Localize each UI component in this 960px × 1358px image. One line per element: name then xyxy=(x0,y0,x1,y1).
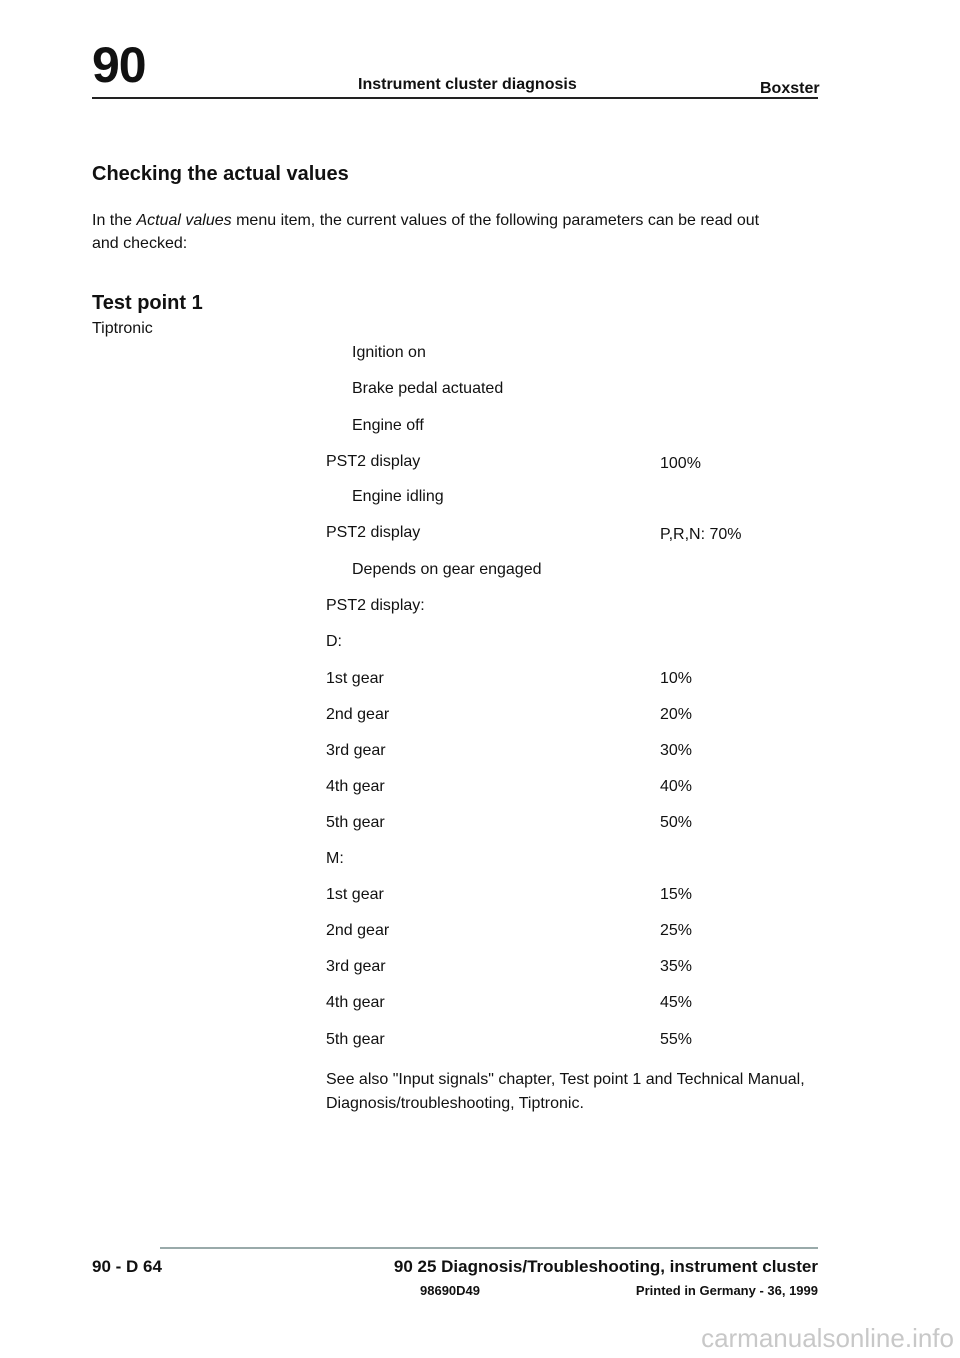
row-label: PST2 display: xyxy=(326,597,425,614)
footer-title: 90 25 Diagnosis/Troubleshooting, instrument cluster xyxy=(393,1257,818,1276)
header-model: Boxster xyxy=(760,80,820,97)
row-label: Brake pedal actuated xyxy=(352,380,504,397)
row-value: 100% xyxy=(660,455,701,472)
row-label: PST2 display xyxy=(326,524,421,541)
intro-menu-item: Actual values xyxy=(136,212,232,229)
row-label: 1st gear xyxy=(326,670,384,687)
row-value: 55% xyxy=(660,1031,693,1048)
watermark: carmanualsonline.info xyxy=(701,1323,954,1353)
row-label: Depends on gear engaged xyxy=(352,561,542,578)
test-point-title: Test point 1 xyxy=(92,292,203,314)
document-number: 98690D49 xyxy=(420,1283,480,1298)
row-label: 2nd gear xyxy=(326,706,390,723)
footnote: See also "Input signals" chapter, Test point 1 and Technical Manual, Diagnosis/troubleshooting, Tiptronic. xyxy=(326,1071,805,1112)
row-label: D: xyxy=(326,633,342,650)
footer-divider xyxy=(160,1247,818,1249)
row-label: Engine idling xyxy=(352,488,444,505)
row-value: 30% xyxy=(660,742,693,759)
row-label: 5th gear xyxy=(326,814,385,831)
intro-suffix: menu item, the current values of the following parameters can be read out and checked: xyxy=(92,212,760,252)
section-title: Checking the actual values xyxy=(92,163,349,185)
row-label: 2nd gear xyxy=(326,922,390,939)
row-label: PST2 display xyxy=(326,453,421,470)
header-divider xyxy=(92,97,818,99)
header-title: Instrument cluster diagnosis xyxy=(358,76,577,93)
chapter-number: 90 xyxy=(92,37,146,93)
row-label: M: xyxy=(326,850,344,867)
intro-prefix: In the xyxy=(92,212,137,229)
row-label: Engine off xyxy=(352,417,424,434)
intro-paragraph xyxy=(92,209,782,255)
row-value: 40% xyxy=(660,778,693,795)
row-value: 25% xyxy=(660,922,693,939)
row-label: Ignition on xyxy=(352,344,426,361)
printed-info: Printed in Germany - 36, 1999 xyxy=(635,1283,818,1298)
row-label: 4th gear xyxy=(326,778,385,795)
test-point-subtitle: Tiptronic xyxy=(92,320,153,337)
row-label: 1st gear xyxy=(326,886,384,903)
row-value: 50% xyxy=(660,814,693,831)
row-value: 45% xyxy=(660,994,693,1011)
row-label: 5th gear xyxy=(326,1031,385,1048)
page-number: 90 - D 64 xyxy=(92,1257,162,1276)
row-label: 3rd gear xyxy=(326,958,386,975)
row-value: 35% xyxy=(660,958,693,975)
row-label: 4th gear xyxy=(326,994,385,1011)
row-label: 3rd gear xyxy=(326,742,386,759)
row-value: 20% xyxy=(660,706,693,723)
row-value: 15% xyxy=(660,886,693,903)
row-value: P,R,N: 70% xyxy=(660,526,742,543)
row-value: 10% xyxy=(660,670,693,687)
